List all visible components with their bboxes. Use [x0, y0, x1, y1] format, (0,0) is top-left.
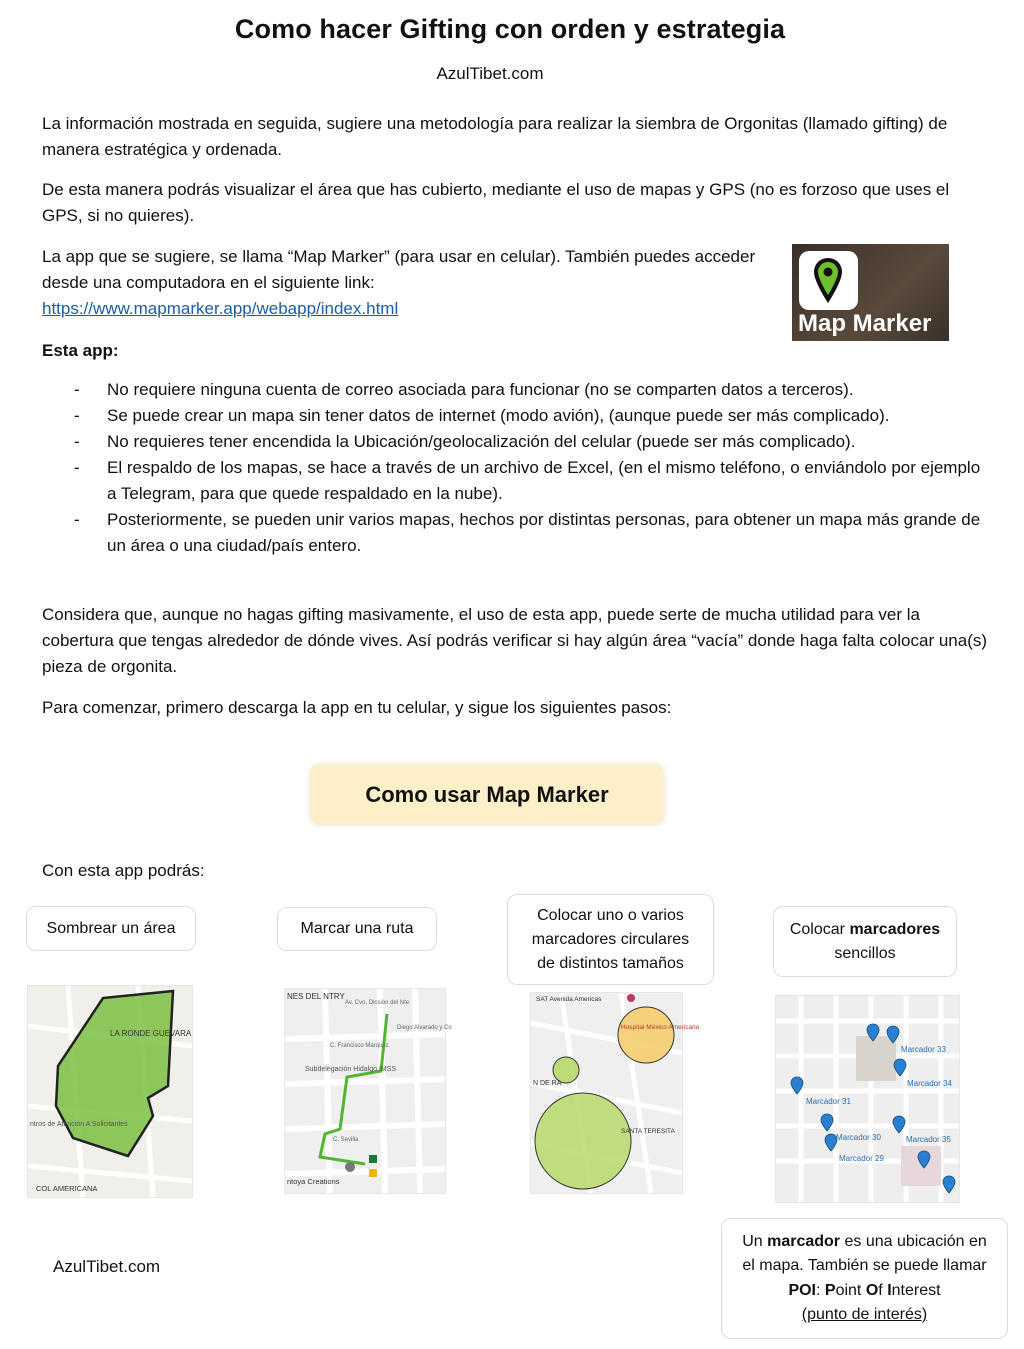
- footer-site: AzulTibet.com: [53, 1257, 161, 1276]
- map-label: Hospital México Americano: [621, 1024, 700, 1031]
- feature-label-bold: marcadores: [849, 920, 941, 938]
- list-item: - Posteriormente, se pueden unir varios mapas, hechos por distintas personas, para obtener un mapa más grande de un área o una ciudad/país entero.: [42, 507, 982, 559]
- note-text: [735, 1230, 995, 1328]
- marker-label: Marcador 34: [907, 1079, 952, 1088]
- note-bold: POI: [788, 1281, 816, 1299]
- app-icon-tile: [799, 251, 858, 310]
- circle-marker: [618, 1007, 674, 1063]
- features-intro: Con esta app podrás:: [42, 861, 205, 880]
- feature-label: [785, 918, 945, 966]
- location-pin-icon: [813, 257, 843, 305]
- note-part: Un: [742, 1232, 763, 1250]
- feature-card-markers: [773, 906, 957, 977]
- map-label: N DE RA: [533, 1080, 562, 1087]
- feature-label: Marcar una ruta: [300, 920, 414, 937]
- list-item: - El respaldo de los mapas, se hace a través de un archivo de Excel, (en el mismo teléfono, o enviándolo por ejemplo a Telegram, para que quede respaldado en la nube).: [42, 455, 982, 507]
- page-subtitle: AzulTibet.com: [436, 64, 544, 83]
- feature-label-post: sencillos: [834, 944, 896, 962]
- feature-label: Colocar uno o varios marcadores circulares de distintos tamaños: [531, 906, 690, 972]
- note-translation: (punto de interés): [801, 1306, 928, 1323]
- intro-paragraph-1: La información mostrada en seguida, sugiere una metodología para realizar la siembra de Orgonitas (llamado gifting) de manera estratégica y ordenada.: [42, 114, 948, 159]
- note-bold: P: [824, 1281, 836, 1299]
- page-title: Como hacer Gifting con orden y estrategia: [234, 14, 786, 44]
- webapp-link[interactable]: https://www.mapmarker.app/webapp/index.html: [42, 299, 399, 318]
- circle-marker: [535, 1093, 631, 1189]
- marker-label: Marcador 30: [836, 1133, 881, 1142]
- logo-text: Map Marker: [798, 310, 932, 337]
- map-label: Subdelegación Hidalgo IMSS: [305, 1066, 397, 1073]
- map-label: SAT Avenida Americas: [536, 996, 602, 1003]
- feature-label-pre: Colocar: [789, 920, 845, 938]
- feature-bullet-list: [42, 377, 982, 559]
- note-bold: I: [887, 1281, 892, 1299]
- app-heading: Esta app:: [42, 341, 119, 360]
- map-route: [284, 988, 452, 1194]
- map-label: SANTA TERESITA: [621, 1128, 675, 1135]
- map-label: ntros de Atención A Solicitantes: [30, 1121, 128, 1128]
- marker-label: Marcador 35: [906, 1135, 951, 1144]
- note-part: es una ubicación en el mapa. También se puede llamar: [742, 1232, 987, 1274]
- marker-label: Marcador 29: [839, 1154, 884, 1163]
- place-marker-icon: [627, 994, 635, 1002]
- feature-card-circles: [507, 894, 714, 985]
- map-marker-logo: [792, 244, 949, 341]
- intro-paragraph-3-text: La app que se sugiere, se llama “Map Marker” (para usar en celular). También puedes acceder desde una computadora en el siguiente link:: [42, 247, 756, 292]
- marker-label: Marcador 33: [901, 1045, 946, 1054]
- map-label: Diego Alvarado y Co: [397, 1025, 452, 1031]
- list-item: - No requiere ninguna cuenta de correo asociada para funcionar (no se comparten datos a terceros).: [42, 377, 982, 403]
- note-bold: O: [865, 1281, 879, 1299]
- note-part: :: [816, 1281, 821, 1299]
- list-item: - Se puede crear un mapa sin tener datos de internet (modo avión), (aunque puede ser más complicado).: [42, 403, 982, 429]
- feature-card-shade: [26, 906, 196, 951]
- note-bold: marcador: [767, 1232, 841, 1250]
- note-part: oint: [835, 1281, 862, 1299]
- intro-paragraph-2: De esta manera podrás visualizar el área que has cubierto, mediante el uso de mapas y GPS (no es forzoso que uses el GPS, si no quieres).: [42, 180, 950, 225]
- transit-icon: [369, 1155, 377, 1163]
- transit-icon: [369, 1169, 377, 1177]
- map-label: ntoya Creations: [287, 1177, 340, 1186]
- map-circles: [530, 992, 700, 1194]
- map-label: NES DEL NTRY: [287, 992, 345, 1001]
- map-label: LA RONDE GUEVARA: [110, 1029, 192, 1038]
- marker-label: Marcador 31: [806, 1097, 851, 1106]
- place-marker-icon: [345, 1162, 355, 1172]
- feature-label: Sombrear un área: [46, 919, 176, 937]
- start-paragraph: Para comenzar, primero descarga la app en tu celular, y sigue los siguientes pasos:: [42, 698, 672, 717]
- note-part: f: [878, 1281, 883, 1299]
- map-label: Av. Cvo. Dicsión del Nte: [345, 1000, 410, 1006]
- map-markers: [775, 995, 960, 1203]
- map-label: COL AMERICANA: [36, 1184, 98, 1193]
- how-to-use-button[interactable]: Como usar Map Marker: [311, 765, 663, 824]
- map-label: C. Francisco Marquez: [330, 1043, 389, 1049]
- intro-paragraph-3: [42, 244, 762, 322]
- map-shaded-area: [27, 985, 193, 1198]
- note-part: nterest: [891, 1281, 941, 1299]
- map-label: C. Sevilla: [333, 1137, 359, 1143]
- list-item: - No requieres tener encendida la Ubicación/geolocalización del celular (puede ser más complicado).: [42, 429, 982, 455]
- coverage-paragraph: Considera que, aunque no hagas gifting masivamente, el uso de esta app, puede serte de mucha utilidad para ver la cobertura que tengas alrededor de dónde vives. Así podrás verificar si hay algún área “vacía” donde haga falta colocar una(s) pieza de orgonita.: [42, 605, 988, 676]
- marker-definition-note: [721, 1218, 1008, 1339]
- feature-card-route: [277, 907, 437, 951]
